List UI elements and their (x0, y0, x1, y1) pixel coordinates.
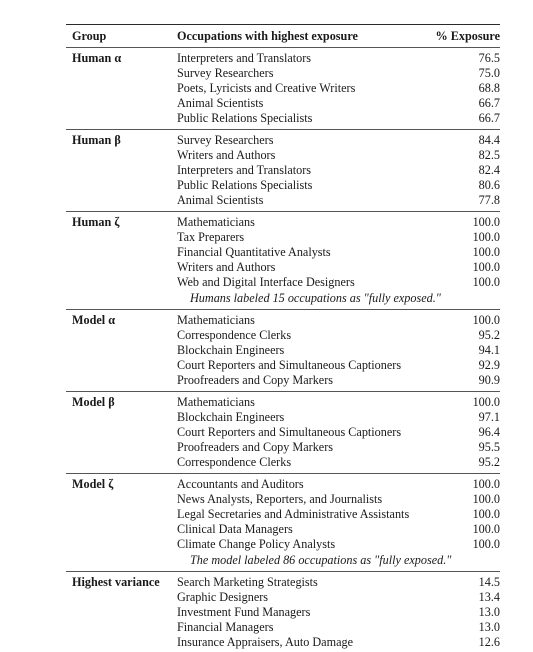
occupation-cell: Public Relations Specialists (177, 178, 313, 193)
occupation-cell: Blockchain Engineers (177, 343, 285, 358)
exposure-cell: 96.4 (478, 425, 500, 440)
occupation-cell: Legal Secretaries and Administrative Assistants (177, 507, 410, 522)
exposure-cell: 97.1 (478, 410, 500, 425)
occupation-cell: Correspondence Clerks (177, 328, 292, 343)
occupation-cell: Correspondence Clerks (177, 455, 292, 470)
occupation-cell: Writers and Authors (177, 148, 276, 163)
exposure-cell: 100.0 (472, 230, 500, 245)
exposure-cell: 100.0 (472, 395, 500, 409)
occupation-cell: Investment Fund Managers (177, 605, 311, 620)
header-exposure: % Exposure (435, 29, 500, 43)
exposure-cell: 13.0 (478, 620, 500, 635)
exposure-cell: 92.9 (478, 358, 500, 373)
header-occupations: Occupations with highest exposure (177, 29, 358, 43)
exposure-cell: 12.6 (478, 635, 500, 650)
exposure-cell: 14.5 (478, 575, 500, 589)
occupation-cell: Survey Researchers (177, 133, 274, 147)
exposure-cell: 100.0 (472, 260, 500, 275)
occupation-cell: Mathematicians (177, 313, 255, 327)
occupation-cell: Court Reporters and Simultaneous Captioners (177, 425, 402, 440)
group-divider (66, 391, 500, 392)
occupation-cell: Insurance Appraisers, Auto Damage (177, 635, 353, 650)
exposure-cell: 95.5 (478, 440, 500, 455)
header-rule (66, 47, 500, 48)
occupation-cell: Mathematicians (177, 215, 255, 229)
group-note: Humans labeled 15 occupations as "fully exposed." (190, 290, 441, 305)
group-divider (66, 211, 500, 212)
group-divider (66, 309, 500, 310)
header-group: Group (72, 29, 107, 43)
exposure-cell: 66.7 (478, 96, 500, 111)
occupation-cell: Financial Managers (177, 620, 274, 635)
occupation-cell: Tax Preparers (177, 230, 245, 245)
exposure-cell: 100.0 (472, 537, 500, 552)
occupation-cell: News Analysts, Reporters, and Journalists (177, 492, 383, 507)
exposure-cell: 90.9 (478, 373, 500, 388)
exposure-cell: 76.5 (478, 51, 500, 65)
occupation-cell: Public Relations Specialists (177, 111, 313, 126)
exposure-cell: 100.0 (472, 477, 500, 491)
occupation-cell: Interpreters and Translators (177, 163, 312, 178)
exposure-cell: 82.5 (478, 148, 500, 163)
occupation-cell: Proofreaders and Copy Markers (177, 373, 334, 388)
group-note: The model labeled 86 occupations as "fully exposed." (190, 552, 452, 567)
occupation-cell: Mathematicians (177, 395, 255, 409)
exposure-cell: 100.0 (472, 245, 500, 260)
exposure-cell: 100.0 (472, 522, 500, 537)
group-label: Model ζ (72, 477, 114, 491)
exposure-cell: 84.4 (478, 133, 500, 147)
exposure-cell: 100.0 (472, 215, 500, 229)
exposure-cell: 13.0 (478, 605, 500, 620)
occupation-cell: Financial Quantitative Analysts (177, 245, 331, 260)
group-label: Highest variance (72, 575, 160, 589)
group-divider (66, 571, 500, 572)
occupation-cell: Animal Scientists (177, 193, 264, 208)
group-label: Human ζ (72, 215, 120, 229)
exposure-cell: 100.0 (472, 275, 500, 290)
exposure-cell: 100.0 (472, 313, 500, 327)
occupation-cell: Interpreters and Translators (177, 51, 312, 65)
occupation-cell: Court Reporters and Simultaneous Captioners (177, 358, 402, 373)
occupation-cell: Clinical Data Managers (177, 522, 293, 537)
table-top-rule (66, 24, 500, 25)
exposure-cell: 66.7 (478, 111, 500, 126)
exposure-cell: 77.8 (478, 193, 500, 208)
occupation-cell: Graphic Designers (177, 590, 269, 605)
occupation-cell: Proofreaders and Copy Markers (177, 440, 334, 455)
occupation-cell: Writers and Authors (177, 260, 276, 275)
exposure-cell: 100.0 (472, 492, 500, 507)
exposure-cell: 80.6 (478, 178, 500, 193)
exposure-cell: 100.0 (472, 507, 500, 522)
occupation-cell: Blockchain Engineers (177, 410, 285, 425)
exposure-cell: 95.2 (478, 455, 500, 470)
exposure-cell: 75.0 (478, 66, 500, 81)
occupation-cell: Search Marketing Strategists (177, 575, 318, 589)
exposure-cell: 95.2 (478, 328, 500, 343)
group-label: Model β (72, 395, 115, 409)
occupation-cell: Animal Scientists (177, 96, 264, 111)
exposure-cell: 94.1 (478, 343, 500, 358)
occupation-cell: Survey Researchers (177, 66, 274, 81)
group-label: Human β (72, 133, 121, 147)
occupation-cell: Accountants and Auditors (177, 477, 304, 491)
occupation-cell: Web and Digital Interface Designers (177, 275, 355, 290)
group-label: Human α (72, 51, 122, 65)
occupation-cell: Poets, Lyricists and Creative Writers (177, 81, 356, 96)
group-divider (66, 129, 500, 130)
group-label: Model α (72, 313, 116, 327)
exposure-cell: 68.8 (478, 81, 500, 96)
exposure-cell: 13.4 (478, 590, 500, 605)
occupation-cell: Climate Change Policy Analysts (177, 537, 336, 552)
group-divider (66, 473, 500, 474)
exposure-cell: 82.4 (478, 163, 500, 178)
